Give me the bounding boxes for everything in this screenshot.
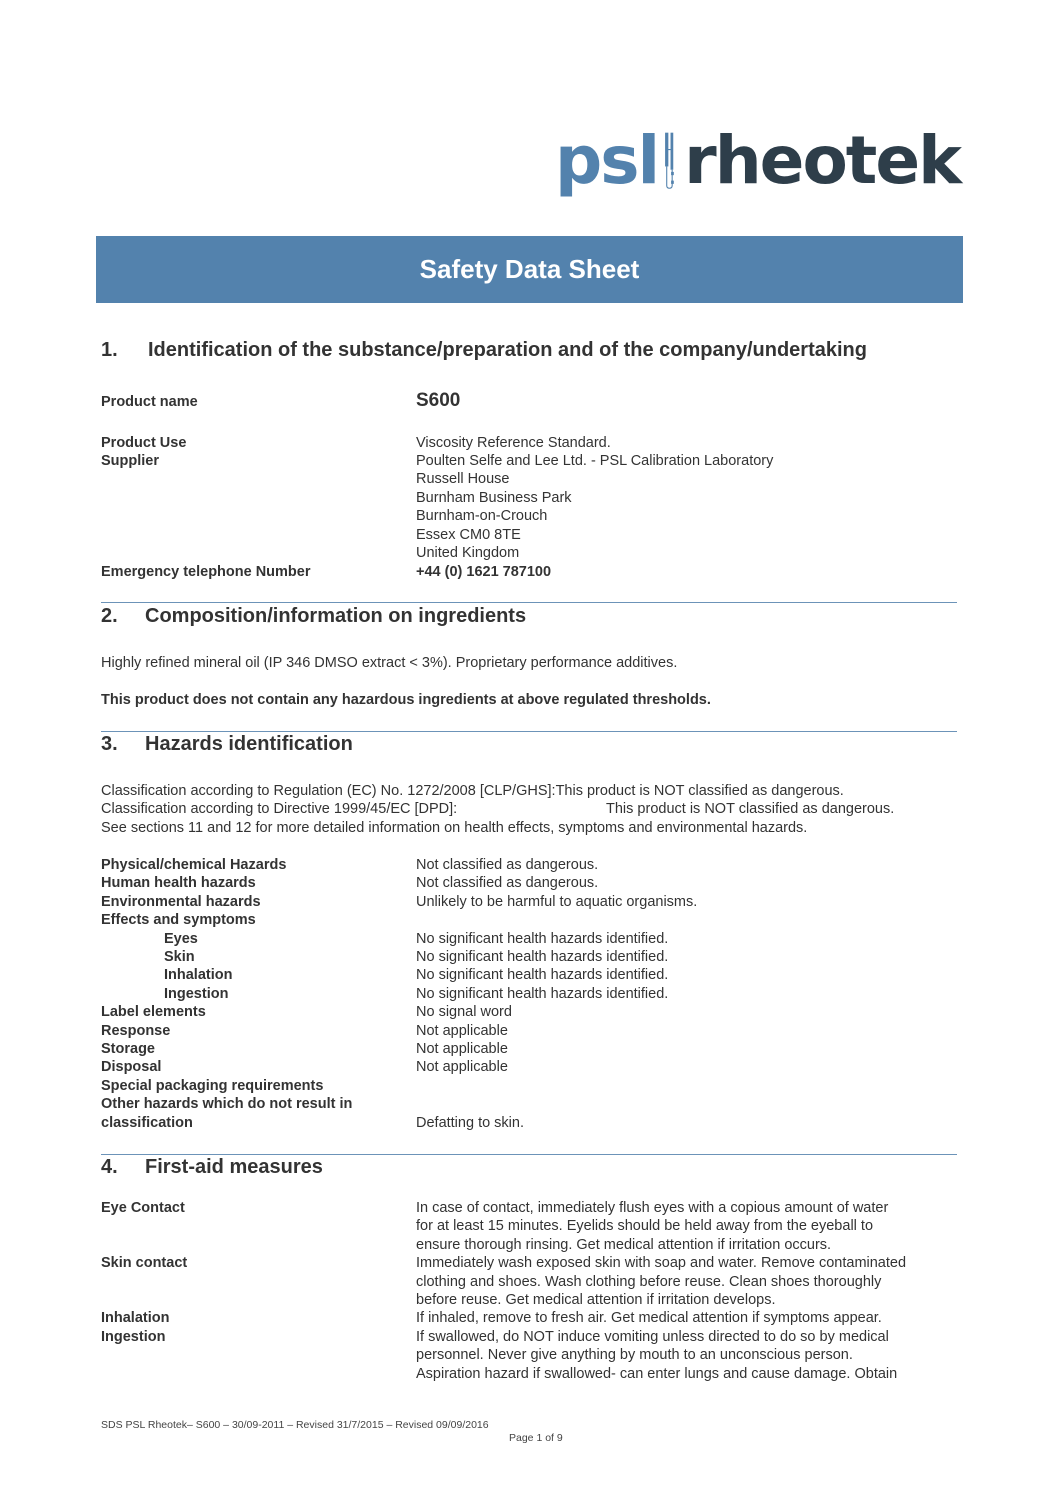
hazard-label: Physical/chemical Hazards [101,857,287,873]
first-aid-text [416,1254,961,1309]
supplier-address [416,452,773,562]
hazard-label: Inhalation [164,967,233,984]
hazard-row [101,948,697,966]
address-line: Burnham Business Park [416,489,572,506]
first-aid-text [416,1199,961,1254]
text-line: before reuse. Get medical attention if irritation develops. [416,1292,776,1309]
logo-rheotek-text: rheotek [684,121,960,199]
address-line: Essex CM0 8TE [416,526,521,543]
hazard-row [101,985,697,1003]
hazard-value: No significant health hazards identified. [416,985,669,1002]
hazard-label: Special packaging requirements [101,1077,324,1094]
first-aid-text [416,1328,961,1383]
no-hazardous-ingredients-note: This product does not contain any hazardous ingredients at above regulated thresholds. [101,692,711,708]
hazard-row [101,1095,697,1113]
section-1-heading [101,339,867,362]
hazard-value: No significant health hazards identified. [416,930,669,947]
hazard-row [101,1003,697,1021]
logo-psl-text: psl [555,121,659,199]
hazard-row [101,930,697,948]
address-line: Burnham-on-Crouch [416,508,548,525]
hazard-row [101,1077,697,1095]
section-divider [101,602,957,603]
hazard-value: Not classified as dangerous. [416,857,599,873]
text-line: clothing and shoes. Wash clothing before reuse. Clean shoes thoroughly [416,1273,882,1290]
address-line: Poulten Selfe and Lee Ltd. - PSL Calibration Laboratory [416,453,774,469]
section-title: Composition/information on ingredients [145,605,527,627]
hazards-table [101,856,697,1132]
classification-value: This product is NOT classified as dangerous. [555,783,844,799]
hazard-label: Skin [164,949,195,966]
hazard-label: Ingestion [164,985,229,1002]
field-label: Supplier [101,453,160,469]
hazard-label: classification [101,1114,193,1131]
first-aid-row [101,1309,961,1327]
text-line: Aspiration hazard if swallowed- can enter lungs and cause damage. Obtain [416,1365,898,1382]
text-line: In case of contact, immediately flush eyes with a copious amount of water [416,1200,889,1216]
section-title: Hazards identification [145,733,353,755]
section-title: Identification of the substance/preparation and of the company/undertaking [148,339,867,361]
product-name-row [101,392,460,411]
first-aid-label: Ingestion [101,1328,166,1345]
viscometer-tube-icon [664,109,676,213]
first-aid-table [101,1199,961,1383]
emergency-phone-value: +44 (0) 1621 787100 [416,564,552,580]
hazard-value: No significant health hazards identified. [416,967,669,984]
address-line: United Kingdom [416,545,520,562]
first-aid-row [101,1254,961,1309]
section-number: 4. [101,1156,118,1178]
classification-value: This product is NOT classified as dangerous. [606,801,895,818]
hazard-label: Human health hazards [101,875,256,892]
first-aid-label: Eye Contact [101,1200,185,1216]
emergency-phone-row [101,563,551,581]
hazard-label: Eyes [164,930,198,947]
hazard-row [101,1040,697,1058]
section-title: First-aid measures [145,1156,323,1178]
section-number: 3. [101,733,118,755]
section-number: 1. [101,339,118,361]
page-number: Page 1 of 9 [509,1432,563,1444]
classification-label: Classification according to Regulation (EC) No. 1272/2008 [CLP/GHS]: [101,783,556,799]
hazard-label: Storage [101,1041,155,1058]
hazard-row [101,856,697,874]
hazard-value: Not applicable [416,1041,508,1058]
hazard-label: Response [101,1022,171,1039]
first-aid-row [101,1199,961,1254]
hazard-value: No significant health hazards identified. [416,949,669,966]
text-line: Immediately wash exposed skin with soap and water. Remove contaminated [416,1255,907,1272]
hazard-value: Defatting to skin. [416,1114,524,1131]
hazard-row [101,1058,697,1076]
section-3-heading [101,733,353,756]
text-line: personnel. Never give anything by mouth to an unconscious person. [416,1347,853,1364]
first-aid-label: Inhalation [101,1310,170,1327]
classification-label: Classification according to Directive 1999/45/EC [DPD]: [101,801,458,818]
product-use-value: Viscosity Reference Standard. [416,435,611,451]
product-use-row [101,434,611,452]
field-label: Emergency telephone Number [101,564,311,580]
hazard-row [101,893,697,911]
supplier-row [101,452,773,562]
hazard-value: Unlikely to be harmful to aquatic organisms. [416,893,698,910]
hazard-value: No signal word [416,1004,512,1021]
page-footer [101,1419,563,1445]
document-title: Safety Data Sheet [419,254,640,284]
hazard-row [101,1022,697,1040]
field-label: Product name [101,394,198,410]
composition-text: Highly refined mineral oil (IP 346 DMSO extract < 3%). Proprietary performance additives. [101,655,678,671]
first-aid-row [101,1328,961,1383]
revision-info: SDS PSL Rheotek– S600 – 30/09-2011 – Revised 31/7/2015 – Revised 09/09/2016 [101,1419,489,1431]
hazard-value: Not classified as dangerous. [416,875,599,892]
hazard-value: Not applicable [416,1059,508,1076]
classification-clp [101,782,961,800]
text-line: for at least 15 minutes. Eyelids should be held away from the eyeball to [416,1218,874,1235]
hazard-row [101,1114,697,1132]
section-2-heading [101,605,526,628]
hazard-label: Effects and symptoms [101,912,256,929]
document-title-banner [96,236,963,303]
first-aid-label: Skin contact [101,1255,188,1272]
product-name-value: S600 [416,390,461,411]
text-line: If swallowed, do NOT induce vomiting unless directed to do so by medical [416,1328,889,1345]
company-logo [555,108,960,213]
first-aid-text [416,1309,961,1327]
see-sections-note: See sections 11 and 12 for more detailed information on health effects, symptoms and environmental hazards. [101,819,808,836]
hazard-value: Not applicable [416,1022,508,1039]
classification-dpd [101,800,961,818]
section-divider [101,731,957,732]
text-line: ensure thorough rinsing. Get medical attention if irritation occurs. [416,1236,832,1253]
hazard-label: Other hazards which do not result in [101,1096,353,1113]
text-line: If inhaled, remove to fresh air. Get medical attention if symptoms appear. [416,1310,882,1327]
section-4-heading [101,1156,323,1179]
field-label: Product Use [101,435,187,451]
address-line: Russell House [416,471,510,488]
hazard-row [101,911,697,929]
hazard-row [101,966,697,984]
hazard-label: Disposal [101,1059,162,1076]
section-divider [101,1154,957,1155]
hazard-label: Label elements [101,1004,206,1021]
section-number: 2. [101,605,118,627]
classification-block [101,782,961,837]
hazard-label: Environmental hazards [101,893,261,910]
hazard-row [101,874,697,892]
